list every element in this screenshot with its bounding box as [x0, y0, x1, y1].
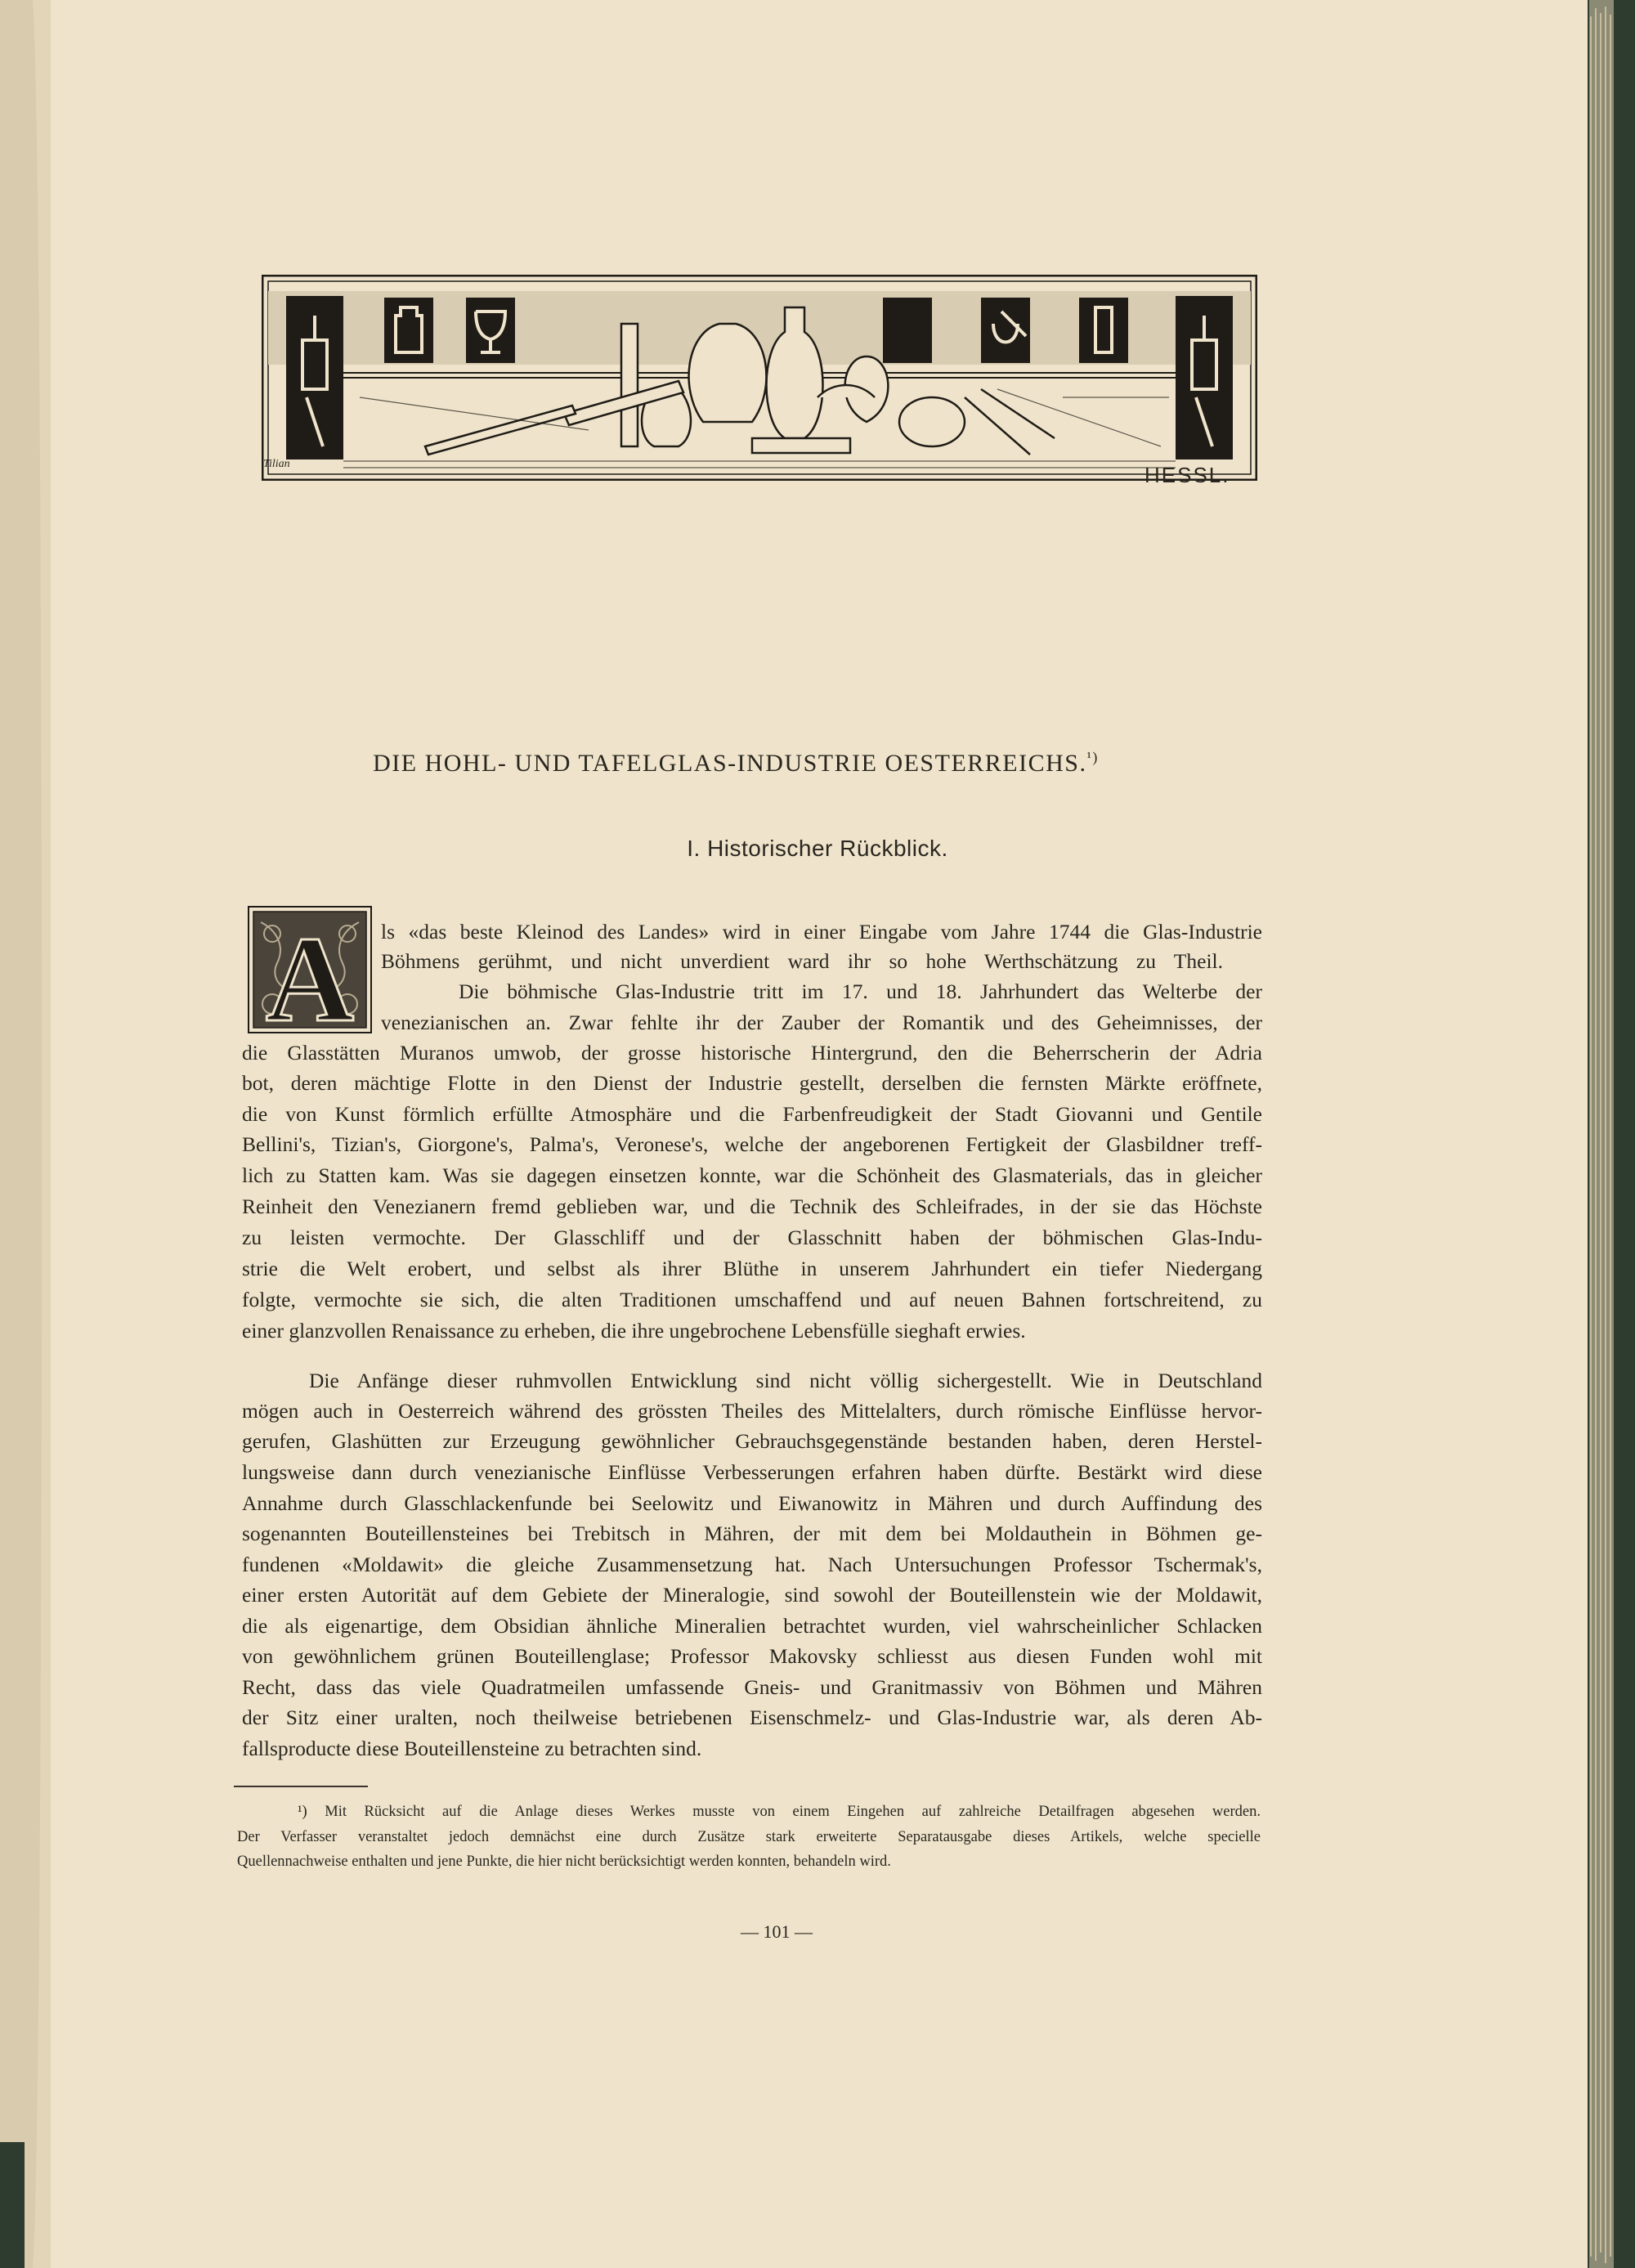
body-line: einer glanzvollen Renaissance zu erheben, die ihre ungebrochene Lebensfülle sieghaft erwies. — [242, 1319, 1026, 1342]
footnote-divider — [234, 1786, 368, 1787]
drop-cap-letter: A — [265, 912, 355, 1033]
body-line: fundenen «Moldawit» die gleiche Zusammensetzung hat. Nach Untersuchungen Professor Tschermak's, — [242, 1553, 1262, 1576]
body-line: die von Kunst förmlich erfüllte Atmosphäre und die Farbenfreudigkeit der Stadt Giovanni und Gentile — [242, 1102, 1262, 1126]
body-line: bot, deren mächtige Flotte in den Dienst der Industrie gestellt, derselben die fernsten Märkte eröffnete, — [242, 1071, 1262, 1095]
body-line: strie die Welt erobert, und selbst als ihrer Blüthe in unserem Jahrhundert ein tiefer Niedergang — [242, 1257, 1262, 1280]
page-number: — 101 — — [741, 1921, 813, 1942]
footnote-line: Der Verfasser veranstaltet jedoch demnächst eine durch Zusätze stark erweiterte Separatausgabe dieses Artikels, welche specielle — [237, 1829, 1261, 1845]
body-line: die als eigenartige, dem Obsidian ähnliche Mineralien betrachtet wurden, viel wahrscheinlicher Schlacken — [242, 1614, 1262, 1638]
headpiece-illustration — [262, 275, 1257, 481]
footnote-line: ¹) Mit Rücksicht auf die Anlage dieses Werkes musste von einem Eingehen auf zahlreiche Detailfragen abgesehen werden. — [298, 1804, 1261, 1820]
body-line: Bellini's, Tizian's, Giorgone's, Palma's, Veronese's, welche der angeborenen Fertigkeit der Glasbildner treff- — [242, 1132, 1262, 1156]
drop-cap-initial — [248, 906, 372, 1033]
body-line: der Sitz einer uralten, noch theilweise betriebenen Eisenschmelz- und Glas-Industrie war, als deren Ab- — [242, 1705, 1262, 1729]
body-line: venezianischen an. Zwar fehlte ihr der Zauber der Romantik und des Geheimnisses, der — [381, 1011, 1262, 1034]
body-line: fallsproducte diese Bouteillensteine zu betrachten sind. — [242, 1737, 702, 1760]
section-heading: I. Historischer Rückblick. — [687, 836, 948, 861]
body-line: Recht, dass das viele Quadratmeilen umfassende Gneis- und Granitmassiv von Böhmen und Mähren — [242, 1675, 1262, 1699]
body-line: Die Anfänge dieser ruhmvollen Entwicklung sind nicht völlig sichergestellt. Wie in Deutschland — [309, 1369, 1262, 1392]
body-line: sogenannten Bouteillensteines bei Trebitsch in Mähren, der mit dem bei Moldauthein in Böhmen ge- — [242, 1522, 1262, 1545]
page-title — [245, 749, 1226, 778]
page-title-text: DIE HOHL- UND TAFELGLAS-INDUSTRIE OESTERREICHS. — [373, 750, 1087, 777]
body-line: die Glasstätten Muranos umwob, der grosse historische Hintergrund, den die Beherrscherin der Adria — [242, 1041, 1262, 1065]
body-line: folgte, vermochte sie sich, die alten Traditionen umschaffend und auf neuen Bahnen fortschreitend, zu — [242, 1288, 1262, 1311]
body-line: einer ersten Autorität auf dem Gebiete der Mineralogie, sind sowohl der Bouteillenstein wie der Moldawit, — [242, 1583, 1262, 1607]
footnote-line: Quellennachweise enthalten und jene Punkte, die hier nicht berücksichtigt werden konnten, behandeln wird. — [237, 1853, 891, 1870]
body-line: gerufen, Glashütten zur Erzeugung gewöhnlicher Gebrauchsgegenstände bestanden haben, deren Herstel- — [242, 1429, 1262, 1453]
body-line: mögen auch in Oesterreich während des grössten Theiles des Mittelalters, durch römische Einflüsse hervor- — [242, 1399, 1262, 1423]
body-line: Böhmens gerühmt, und nicht unverdient ward ihr so hohe Werthschätzung zu Theil. — [381, 949, 1223, 973]
body-line: Die böhmische Glas-Industrie tritt im 17. und 18. Jahrhundert das Welterbe der — [459, 979, 1262, 1003]
banner-artist-signature: HESSL. — [1144, 463, 1230, 487]
banner-artist-mark-left: Tilian — [263, 458, 290, 470]
body-line: von gewöhnlichem grünen Bouteillenglase; Professor Makovsky schliesst aus diesen Funden wohl mit — [242, 1644, 1262, 1668]
body-line: lungsweise dann durch venezianische Einflüsse Verbesserungen erfahren haben dürfte. Bestärkt wird diese — [242, 1460, 1262, 1484]
body-line: lich zu Statten kam. Was sie dagegen einsetzen konnte, war die Schönheit des Glasmaterials, das in gleicher — [242, 1163, 1262, 1187]
body-line: ls «das beste Kleinod des Landes» wird in einer Eingabe vom Jahre 1744 die Glas-Industrie — [381, 920, 1262, 944]
body-line: Reinheit den Venezianern fremd geblieben war, und die Technik des Schleifrades, in der sie das Höchste — [242, 1195, 1262, 1218]
body-line: Annahme durch Glasschlackenfunde bei Seelowitz und Eiwanowitz in Mähren und durch Auffindung des — [242, 1491, 1262, 1515]
body-line: zu leisten vermochte. Der Glasschliff und der Glasschnitt haben der böhmischen Glas-Indu- — [242, 1226, 1262, 1249]
title-footnote-marker: ¹) — [1086, 749, 1099, 765]
